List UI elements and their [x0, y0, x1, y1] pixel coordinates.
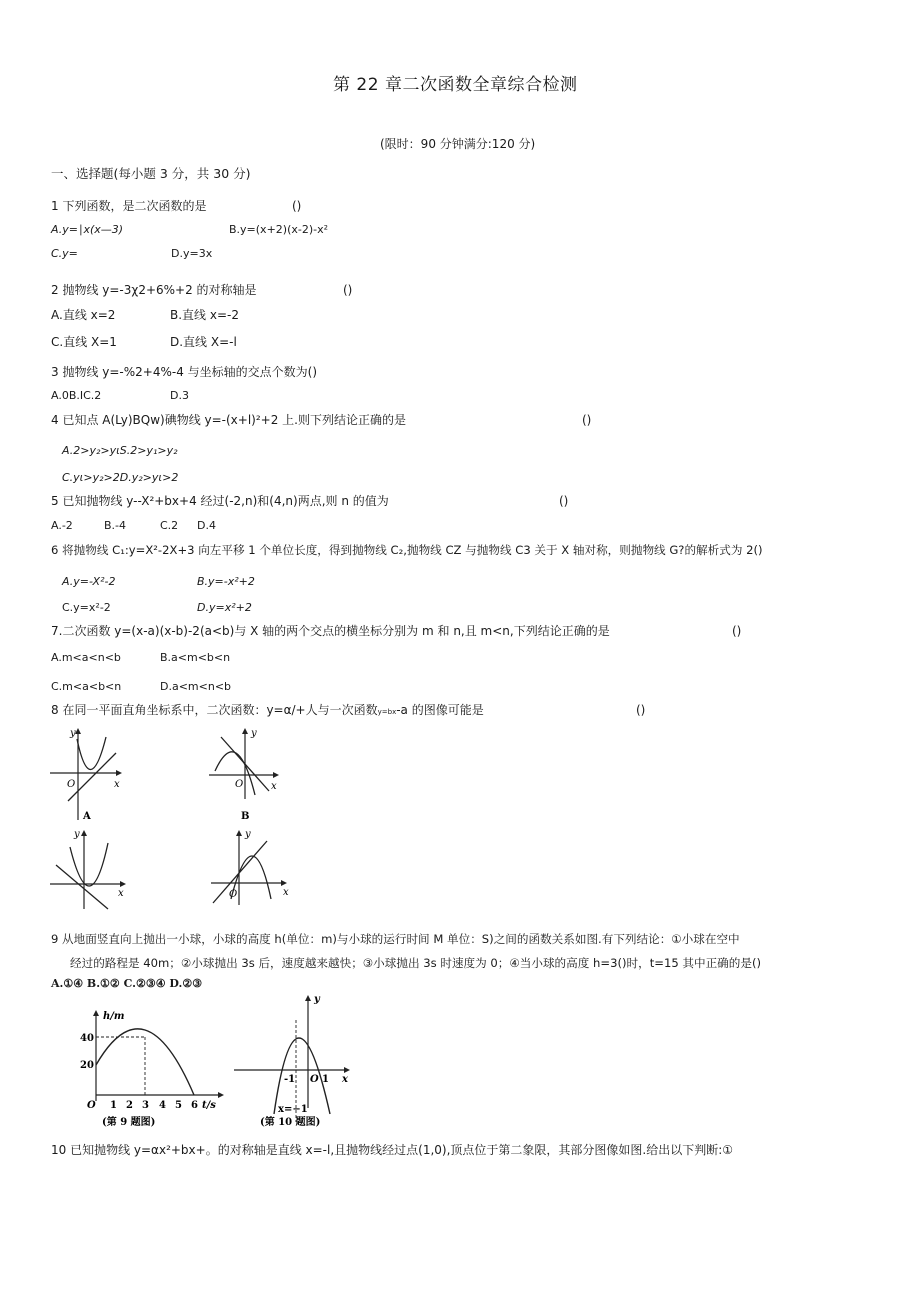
q8a-x-label: x [114, 779, 120, 790]
fig9-tick-2: 2 [126, 1100, 133, 1111]
fig9-tick-20: 20 [80, 1060, 94, 1071]
q1-stem: 1 下列函数，是二次函数的是 [51, 199, 207, 213]
q8c-y-label: y [74, 829, 80, 840]
q8-graph-b [205, 725, 285, 829]
q6-option-b: B.y=-x²+2 [197, 575, 255, 588]
q8b-y-label: y [251, 728, 257, 739]
q3-options-abc: A.0B.IC.2 [51, 389, 102, 402]
q1-option-d: D.y=3x [171, 247, 213, 260]
fig10-x-label: x [342, 1074, 348, 1085]
time-limit: (限时：90 分钟满分:120 分) [380, 137, 536, 151]
fig9-caption: (第 9 题图) [102, 1117, 156, 1128]
fig9-x-axis-label: t/s [202, 1100, 216, 1111]
fig10-tick-neg1: -1 [284, 1074, 296, 1085]
fig9-origin: O [87, 1100, 96, 1111]
fig9-y-axis-label: h/m [103, 1011, 125, 1022]
q8b-x-label: x [271, 781, 277, 792]
q4-answer-paren: () [582, 413, 592, 427]
fig10-origin: O [310, 1074, 319, 1085]
q6-option-c: C.y=x²-2 [62, 601, 111, 614]
q9-stem-line2: 经过的路程是 40m；②小球抛出 3s 后，速度越来越快；③小球抛出 3s 时速度为 0；④当小球的高度 h=3()时，t=15 其中正确的是() [70, 956, 761, 970]
q5-answer-paren: () [559, 494, 569, 508]
section-heading: 一、选择题(每小题 3 分，共 30 分) [51, 166, 251, 181]
q3-stem: 3 抛物线 y=-%2+4%-4 与坐标轴的交点个数为() [51, 365, 318, 379]
q7-option-a: A.m<a<n<b [51, 651, 121, 664]
fig9-tick-6: 6 [191, 1100, 198, 1111]
q4-options-ab: A.2>y₂>yιS.2>y₁>y₂ [62, 444, 178, 457]
q8-stem-end: -a 的图像可能是 [396, 703, 484, 717]
figure-10 [230, 990, 365, 1134]
fig9-tick-5: 5 [175, 1100, 182, 1111]
q6-option-d: D.y=x²+2 [197, 601, 252, 614]
q8-stem [51, 703, 484, 719]
fig9-tick-4: 4 [159, 1100, 166, 1111]
fig10-y-label: y [314, 994, 320, 1005]
q7-stem: 7.二次函数 y=(x-a)(x-b)-2(a<b)与 X 轴的两个交点的横坐标分别为 m 和 n,且 m<n,下列结论正确的是 [51, 624, 610, 638]
q5-option-c: C.2 [160, 519, 179, 532]
q9-stem-line1: 9 从地面竖直向上抛出一小球，小球的高度 h(单位：m)与小球的运行时间 M 单位：S)之间的函数关系如图.有下列结论：①小球在空中 [51, 932, 740, 946]
q8a-origin-label: O [67, 779, 76, 790]
q8-graph-d [205, 825, 295, 914]
q2-option-c: C.直线 X=1 [51, 335, 117, 349]
q2-option-a: A.直线 x=2 [51, 308, 116, 322]
q7-option-d: D.a<m<n<b [160, 680, 232, 693]
q3-option-d: D.3 [170, 389, 189, 402]
fig9-tick-3: 3 [142, 1100, 149, 1111]
q7-option-c: C.m<a<b<n [51, 680, 122, 693]
q4-options-cd: C.yι>y₂>2D.y₂>yι>2 [62, 471, 179, 484]
figure-9 [72, 1005, 242, 1134]
q8b-origin-label: O [235, 779, 244, 790]
fig10-axis-of-symmetry-label: x=−1 [278, 1104, 308, 1115]
q1-option-b: B.y=(x+2)(x-2)-x² [229, 223, 329, 236]
fig10-tick-1: 1 [322, 1074, 329, 1085]
q6-option-a: A.y=-X²-2 [62, 575, 116, 588]
q8-stem-text: 8 在同一平面直角坐标系中，二次函数：y=α/+人与一次函数 [51, 703, 378, 717]
q7-option-b: B.a<m<b<n [160, 651, 231, 664]
q2-answer-paren: () [343, 283, 353, 297]
q10-stem: 10 已知抛物线 y=αx²+bx+。的对称轴是直线 x=-l,且抛物线经过点(1,0),顶点位于第二象限，其部分图像如图.给出以下判断:① [51, 1143, 734, 1157]
fig10-caption: (第 10 题图) [260, 1117, 321, 1128]
fig9-tick-1: 1 [110, 1100, 117, 1111]
q9-options: A.①④ B.①② C.②③④ D.②③ [51, 977, 203, 990]
q8c-x-label: x [118, 888, 124, 899]
q1-option-a: A.y=∣x(x—3) [51, 223, 124, 236]
q1-option-c: C.y= [51, 247, 78, 260]
q8-answer-paren: () [636, 703, 646, 717]
q8-graph-a [50, 725, 130, 829]
q8a-y-label: y [70, 728, 76, 739]
q5-stem: 5 已知抛物线 y--X²+bx+4 经过(-2,n)和(4,n)两点,则 n 的值为 [51, 494, 389, 508]
q8-stem-sub: y=bx [377, 708, 397, 716]
q8d-x-label: x [283, 887, 289, 898]
q6-stem: 6 将抛物线 C₁:y=X²-2X+3 向左平移 1 个单位长度，得到抛物线 C₂,抛物线 CZ 与抛物线 C3 关于 X 轴对称，则抛物线 G?的解析式为 2() [51, 543, 763, 557]
page-title: 第 22 章二次函数全章综合检测 [333, 75, 578, 95]
fig9-tick-40: 40 [80, 1033, 94, 1044]
q7-answer-paren: () [732, 624, 742, 638]
q5-option-b: B.-4 [104, 519, 127, 532]
q8d-origin-label: O [229, 889, 238, 900]
q2-option-d: D.直线 X=-l [170, 335, 237, 349]
q5-option-a: A.-2 [51, 519, 73, 532]
q2-option-b: B.直线 x=-2 [170, 308, 239, 322]
q2-stem: 2 抛物线 y=-3χ2+6%+2 的对称轴是 [51, 283, 257, 297]
q8a-caption: A [83, 811, 91, 822]
q8-graph-c [50, 825, 135, 914]
q8b-caption: B [241, 811, 250, 822]
q8d-y-label: y [245, 829, 251, 840]
q5-option-d: D.4 [197, 519, 216, 532]
q4-stem: 4 已知点 A(Ly)BQw)碘物线 y=-(x+l)²+2 上.则下列结论正确的是 [51, 413, 406, 427]
q1-answer-paren: () [292, 199, 302, 213]
